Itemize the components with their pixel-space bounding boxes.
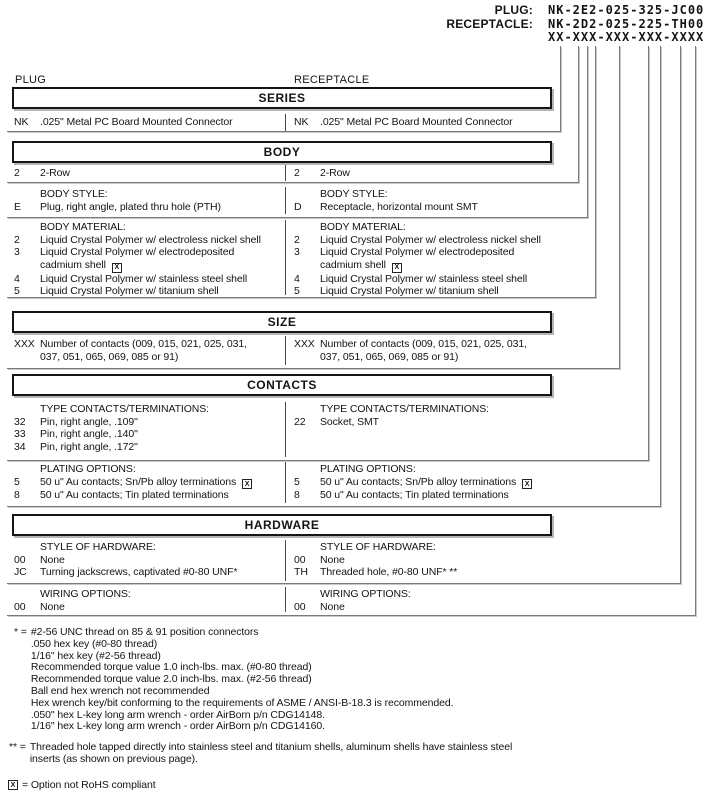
option-row: 5 Liquid Crystal Polymer w/ titanium shell [14, 285, 219, 298]
subsection-label: BODY MATERIAL: [320, 221, 406, 233]
option-row: 2 2-Row [294, 167, 350, 179]
option-row: 00 None [294, 600, 345, 613]
not-rohs-icon: X [392, 263, 402, 273]
receptacle-pn-value: NK-2D2-025-225-TH00 [548, 17, 705, 31]
option-row: 32 Pin, right angle, .109" [14, 415, 138, 428]
option-row: NK .025" Metal PC Board Mounted Connector [294, 116, 513, 128]
body-row-right [294, 167, 594, 180]
option-row: 3 Liquid Crystal Polymer w/ electrodeposited cadmium shell X [14, 246, 235, 272]
option-row: 2 Liquid Crystal Polymer w/ electroless nickel shell [294, 233, 541, 246]
option-row: 8 50 u" Au contacts; Tin plated terminations [14, 489, 229, 502]
subsection-label: TYPE CONTACTS/TERMINATIONS: [40, 403, 210, 415]
size-section-header: SIZE [12, 311, 552, 333]
option-row: D Receptacle, horizontal mount SMT [294, 200, 478, 213]
option-row: 5 50 u" Au contacts; Sn/Pb alloy terminations X [294, 476, 594, 490]
not-rohs-icon: X [112, 263, 122, 273]
body-section-header: BODY [12, 141, 552, 163]
size-right [294, 338, 594, 363]
option-row: 22 Socket, SMT [294, 415, 379, 428]
option-row: 00 None [14, 600, 65, 613]
plug-pn-label: PLUG: [494, 3, 533, 17]
body-style-left [14, 188, 284, 213]
size-left [14, 338, 284, 363]
subsection-label: WIRING OPTIONS: [40, 588, 131, 600]
option-row: 8 50 u" Au contacts; Tin plated terminations [294, 489, 509, 502]
divider-plating [285, 462, 286, 503]
body-material-left [14, 221, 284, 298]
divider-wiring [285, 587, 286, 612]
subsection-label: BODY MATERIAL: [40, 221, 126, 233]
footnote-rohs [8, 780, 156, 792]
subsection-label: BODY STYLE: [320, 188, 388, 200]
subsection-label: STYLE OF HARDWARE: [40, 541, 156, 553]
series-section-header: SERIES [12, 87, 552, 109]
contacts-section-header: CONTACTS [12, 374, 552, 396]
option-row: TH Threaded hole, #0-80 UNF* ** [294, 566, 458, 579]
plating-right [294, 463, 594, 502]
option-row: 00 None [294, 553, 345, 566]
option-row: 2 2-Row [14, 167, 70, 179]
receptacle-column-header: RECEPTACLE [294, 74, 370, 86]
footnote-double-star: ** = Threaded hole tapped directly into stainless steel and titanium shells, aluminum shells have stainless steel inserts (as shown on previous page). [9, 741, 513, 765]
option-row: XXX Number of contacts (009, 015, 021, 025, 031, 037, 051, 065, 069, 085 or 91) [294, 338, 527, 363]
subsection-label: WIRING OPTIONS: [320, 588, 411, 600]
contacts-type-left [14, 403, 284, 454]
option-row: 33 Pin, right angle, .140" [14, 428, 138, 441]
divider-size [285, 336, 286, 365]
footnote-rohs-text: = Option not RoHS compliant [22, 779, 156, 791]
footnote-double-star-marker: ** = [9, 741, 26, 753]
divider-contacts-type [285, 402, 286, 457]
body-material-right [294, 221, 594, 298]
subsection-label: PLATING OPTIONS: [320, 463, 416, 475]
plating-left [14, 463, 284, 502]
option-row: E Plug, right angle, plated thru hole (PTH) [14, 200, 221, 213]
footnote-star-marker: * = [14, 626, 27, 638]
option-row: 5 50 u" Au contacts; Sn/Pb alloy terminations X [14, 476, 284, 490]
contacts-type-right [294, 403, 594, 428]
option-row: 2 Liquid Crystal Polymer w/ electroless nickel shell [14, 233, 261, 246]
option-row: JC Turning jackscrews, captivated #0-80 UNF* [14, 566, 238, 579]
divider-series [285, 114, 286, 131]
receptacle-pn-label: RECEPTACLE: [446, 17, 533, 31]
hardware-style-right [294, 541, 594, 579]
option-row: NK .025" Metal PC Board Mounted Connector [14, 116, 233, 128]
series-left [14, 116, 284, 129]
wiring-right [294, 588, 594, 613]
option-row: 34 Pin, right angle, .172" [14, 441, 138, 454]
option-row: 4 Liquid Crystal Polymer w/ stainless steel shell [14, 272, 248, 285]
plug-pn-value: NK-2E2-025-325-JC00 [548, 3, 705, 17]
divider-body-style [285, 187, 286, 214]
subsection-label: PLATING OPTIONS: [40, 463, 136, 475]
not-rohs-icon: X [522, 479, 532, 489]
option-row: 5 Liquid Crystal Polymer w/ titanium shell [294, 285, 499, 298]
hardware-section-header: HARDWARE [12, 514, 552, 536]
option-row: 4 Liquid Crystal Polymer w/ stainless steel shell [294, 272, 528, 285]
not-rohs-icon: X [8, 780, 18, 790]
body-style-right [294, 188, 594, 213]
footnote-star: * = #2-56 UNC thread on 85 & 91 position connectors .050 hex key (#0-80 thread) 1/16" hex key (#2-56 thread) Recommended torque value 1.0 inch-lbs. max. (#0-80 thread) Recommended torque value 2.0 inch-lbs. max. (#2-56 thread) Ball end hex wrench not recommended Hex wrench key/bit conforming to the requirements of ASME / ANSI-B-18.3 is recommended. .050" hex L-key long arm wrench - order AirBorn p/n CDG14148. 1/16" hex L-key long arm wrench - order AirBorn p/n CDG14160. [14, 626, 454, 733]
hardware-style-left [14, 541, 284, 579]
subsection-label: STYLE OF HARDWARE: [320, 541, 436, 553]
subsection-label: TYPE CONTACTS/TERMINATIONS: [320, 403, 490, 415]
divider-hardware-style [285, 540, 286, 581]
option-row: 00 None [14, 553, 65, 566]
divider-body-material [285, 220, 286, 295]
pn-mask: XX-XXX-XXX-XXX-XXXX [548, 30, 705, 44]
subsection-label: BODY STYLE: [40, 188, 108, 200]
not-rohs-icon: X [242, 479, 252, 489]
divider-body-row [285, 165, 286, 181]
plug-column-header: PLUG [15, 74, 47, 86]
wiring-left [14, 588, 284, 613]
body-row-left [14, 167, 284, 180]
option-row: 3 Liquid Crystal Polymer w/ electrodeposited cadmium shell X [294, 246, 515, 272]
option-row: XXX Number of contacts (009, 015, 021, 025, 031, 037, 051, 065, 069, 085 or 91) [14, 338, 247, 363]
series-right [294, 116, 594, 129]
